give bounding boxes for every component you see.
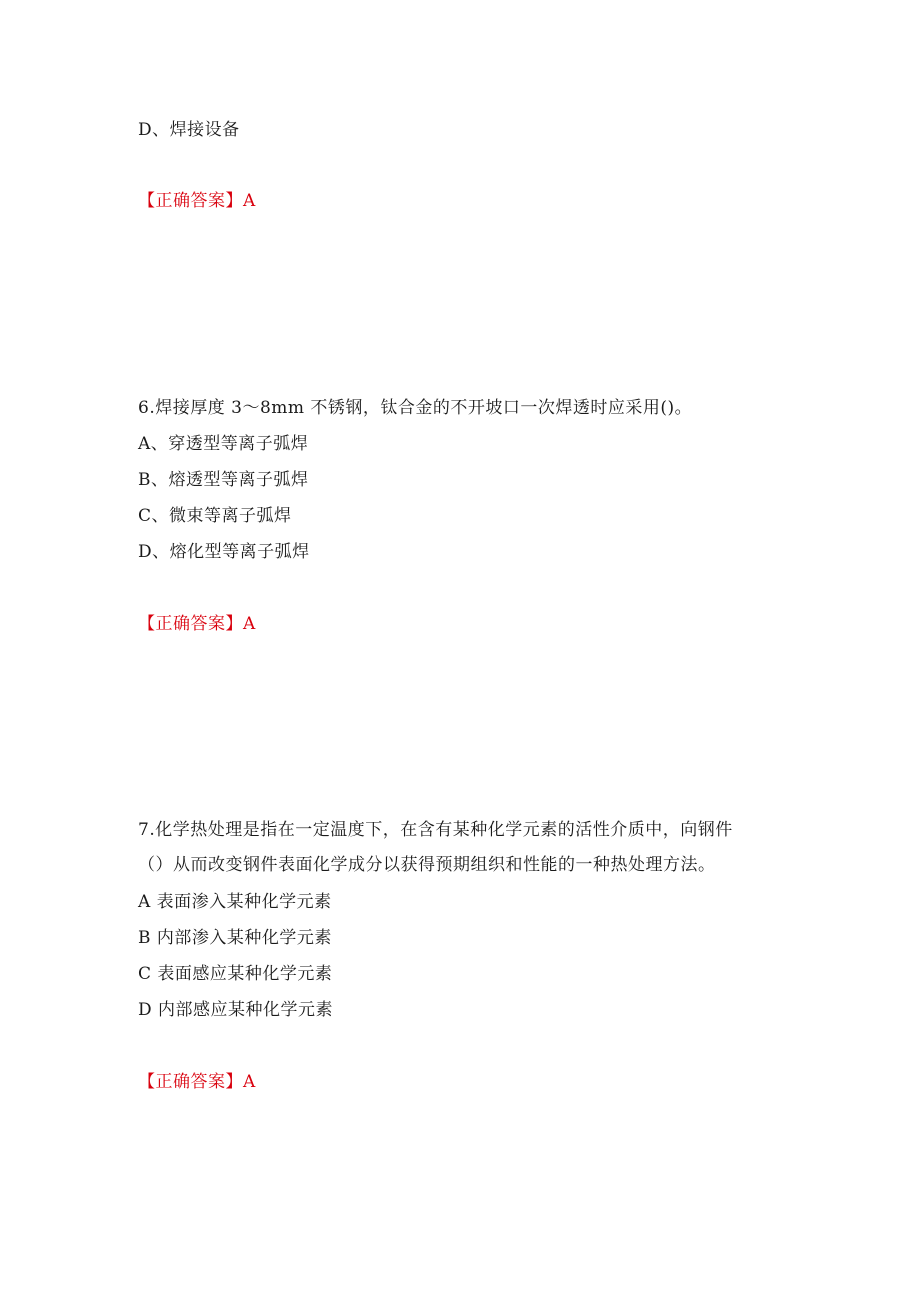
- q6-option-d: D、熔化型等离子弧焊: [138, 542, 310, 562]
- q6-option-b: B、熔透型等离子弧焊: [138, 470, 309, 490]
- q6-option-a: A、穿透型等离子弧焊: [138, 434, 309, 454]
- q5-option-d: D、焊接设备: [138, 120, 240, 140]
- q7-option-b: B 内部渗入某种化学元素: [138, 928, 332, 948]
- q7-option-d: D 内部感应某种化学元素: [138, 1000, 334, 1020]
- q6-option-c: C、微束等离子弧焊: [138, 506, 292, 526]
- q7-stem-line1: 7.化学热处理是指在一定温度下，在含有某种化学元素的活性介质中，向钢件: [138, 820, 733, 840]
- q5-answer: 【正确答案】A: [138, 191, 256, 211]
- q7-option-a: A 表面渗入某种化学元素: [138, 892, 332, 912]
- q7-option-c: C 表面感应某种化学元素: [138, 964, 333, 984]
- q7-answer: 【正确答案】A: [138, 1072, 256, 1092]
- q6-answer: 【正确答案】A: [138, 614, 256, 634]
- q6-stem: 6.焊接厚度 3～8mm 不锈钢，钛合金的不开坡口一次焊透时应采用()。: [138, 398, 693, 418]
- q7-stem-line2: （）从而改变钢件表面化学成分以获得预期组织和性能的一种热处理方法。: [138, 855, 716, 875]
